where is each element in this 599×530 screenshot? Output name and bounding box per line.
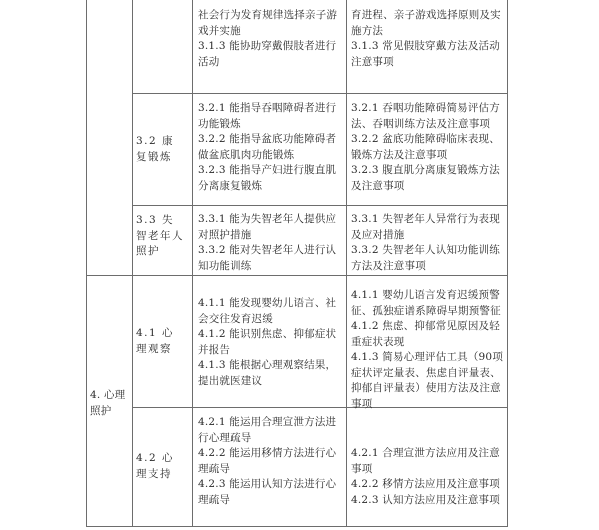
column-divider-1 (132, 0, 133, 527)
row-2-knowledge (351, 212, 504, 274)
section-label: 4. 心理照护 (90, 389, 126, 417)
subsection-label: 4.1 心理观察 (136, 327, 175, 355)
ability-item: 3.3.1 能为失智老年人提供应对照护措施 (198, 213, 337, 241)
row-divider-1 (132, 93, 508, 94)
knowledge-item: 3.3.1 失智老年人异常行为表现及应对措施 (351, 213, 500, 241)
knowledge-item: 4.1.2 焦虑、抑郁常见原因及轻重症状表现 (351, 320, 500, 348)
knowledge-item: 育进程、亲子游戏选择原则及实施方法 (351, 9, 501, 37)
table-border-bottom (86, 526, 508, 527)
ability-item: 4.2.2 能运用移情方法进行心理疏导 (198, 447, 337, 475)
ability-item: 3.3.2 能对失智老年人进行认知功能训练 (198, 244, 337, 272)
column-divider-2 (192, 0, 193, 527)
knowledge-item: 4.2.1 合理宣泄方法应用及注意事项 (351, 447, 500, 475)
table-border-right (507, 0, 508, 527)
row-2-abilities (198, 212, 340, 274)
knowledge-item: 4.1.1 婴幼儿语言发育迟缓预警征、孤独症谱系障碍早期预警征 (351, 289, 501, 317)
ability-item: 4.1.2 能识别焦虑、抑郁症状并报告 (198, 328, 337, 356)
table-border-left (86, 0, 87, 527)
row-1-knowledge (351, 101, 504, 194)
subsection-label: 3.2 康复锻炼 (136, 135, 175, 163)
ability-item: 4.1.1 能发现婴幼儿语言、社会交往发育迟缓 (198, 297, 337, 325)
knowledge-item: 3.3.2 失智老年人认知功能训练方法及注意事项 (351, 244, 500, 272)
column-divider-3 (346, 0, 347, 527)
row-0-abilities (198, 8, 340, 70)
row-divider-3 (86, 275, 508, 276)
knowledge-item: 4.2.3 认知方法应用及注意事项 (351, 493, 500, 506)
ability-item: 4.2.1 能运用合理宣泄方法进行心理疏导 (198, 416, 337, 444)
knowledge-item: 4.2.2 移情方法应用及注意事项 (351, 478, 500, 490)
knowledge-item: 4.1.3 简易心理评估工具（90项症状评定量表、焦虑自评量表、抑郁自评量表）使用方法及注意事项 (351, 351, 504, 410)
subsection-label: 3.3 失智老年人照护 (136, 214, 184, 257)
ability-item: 4.1.3 能根据心理观察结果，提出就医建议 (198, 359, 337, 387)
row-4-knowledge (351, 446, 504, 508)
row-3-abilities (198, 296, 340, 389)
ability-item: 3.2.1 能指导吞咽障碍者进行功能锻炼 (198, 102, 337, 130)
knowledge-item: 3.1.3 常见假肢穿戴方法及活动注意事项 (351, 40, 500, 68)
ability-item: 3.2.2 能指导盆底功能障碍者做盆底肌肉功能锻炼 (198, 133, 337, 161)
row-divider-2 (132, 205, 508, 206)
skills-table (86, 0, 508, 527)
row-4-abilities (198, 415, 340, 508)
knowledge-item: 3.2.3 腹直肌分离康复锻炼方法及注意事项 (351, 164, 500, 192)
row-1-abilities (198, 101, 340, 194)
ability-item: 4.2.3 能运用认知方法进行心理疏导 (198, 478, 337, 506)
ability-item: 社会行为发育规律选择亲子游戏并实施 (198, 9, 338, 37)
knowledge-item: 3.2.2 盆底功能障碍临床表现、锻炼方法及注意事项 (351, 133, 500, 161)
row-3-knowledge (351, 288, 504, 412)
ability-item: 3.1.3 能协助穿戴假肢者进行活动 (198, 40, 337, 68)
knowledge-item: 3.2.1 吞咽功能障碍简易评估方法、吞咽训练方法及注意事项 (351, 102, 500, 130)
ability-item: 3.2.3 能指导产妇进行腹直肌分离康复锻炼 (198, 164, 337, 192)
row-0-knowledge (351, 8, 504, 70)
subsection-label: 4.2 心理支持 (136, 452, 175, 480)
